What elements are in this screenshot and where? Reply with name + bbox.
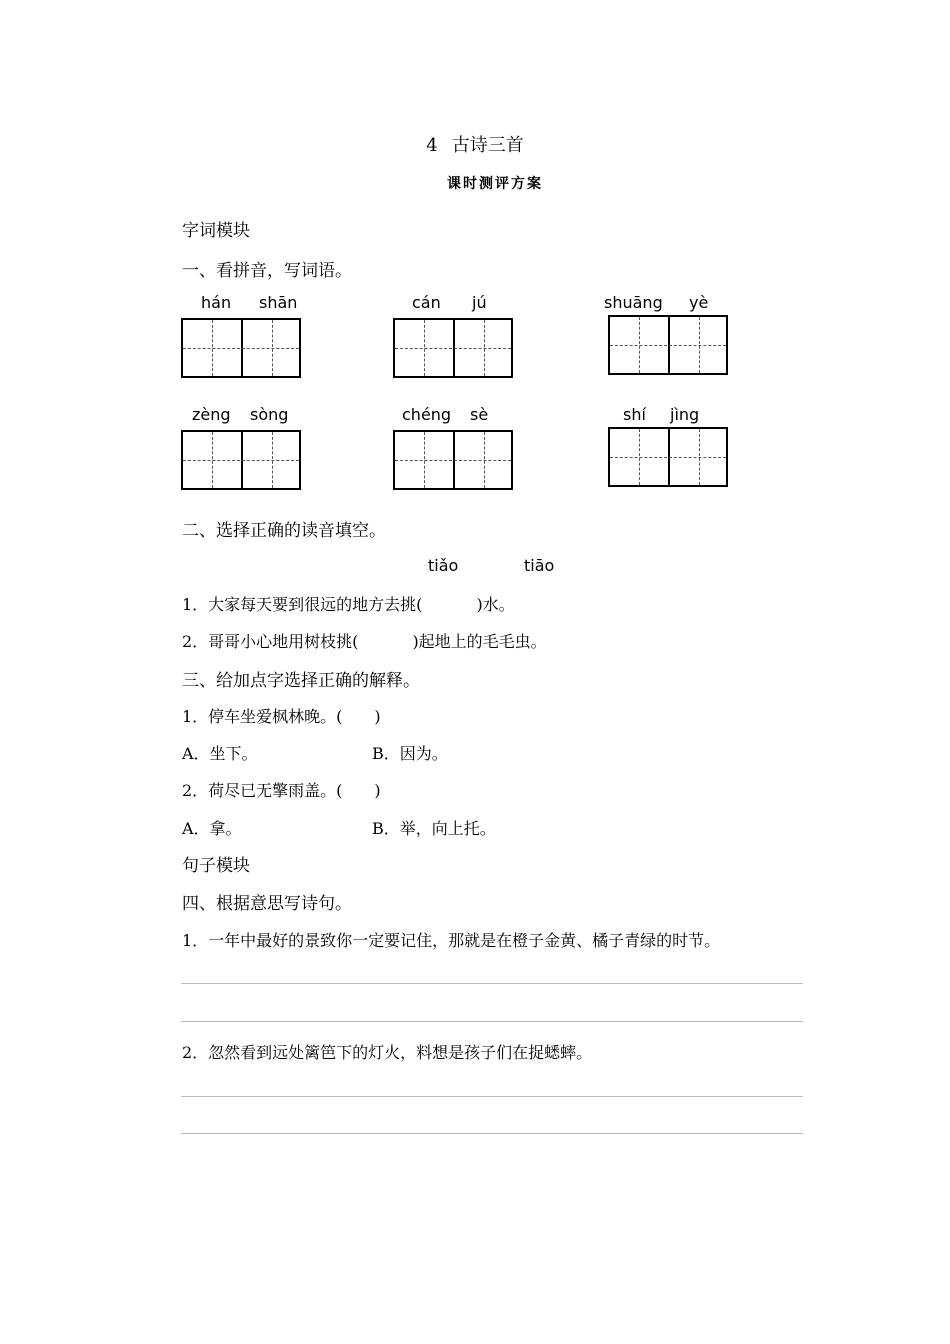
pinyin-option: tiǎo bbox=[428, 556, 459, 575]
q2-sentence-2 bbox=[182, 629, 547, 652]
q3-item-2-option-b: B．举，向上托。 bbox=[372, 819, 496, 838]
answer-line[interactable] bbox=[181, 1021, 803, 1022]
module-sentences-heading: 句子模块 bbox=[182, 856, 250, 876]
pinyin: jìng bbox=[670, 405, 700, 424]
writing-grid[interactable] bbox=[393, 318, 513, 378]
lesson-title: 古诗三首 bbox=[451, 135, 524, 156]
writing-grid[interactable] bbox=[181, 318, 301, 378]
answer-line[interactable] bbox=[181, 1096, 803, 1097]
writing-grid[interactable] bbox=[608, 427, 728, 487]
q2-heading: 二、选择正确的读音填空。 bbox=[182, 521, 386, 541]
pinyin: zèng bbox=[192, 405, 231, 424]
answer-line[interactable] bbox=[181, 983, 803, 984]
pinyin: sè bbox=[470, 405, 489, 424]
q3-item-1-option-a: A．坐下。 bbox=[182, 744, 258, 763]
q3-item-1: 1．停车坐爱枫林晚。( ) bbox=[182, 707, 381, 726]
pinyin: jú bbox=[472, 293, 487, 312]
q3-item-1-option-b: B．因为。 bbox=[372, 744, 448, 763]
q4-item-2: 2．忽然看到远处篱笆下的灯火，料想是孩子们在捉蟋蟀。 bbox=[182, 1043, 593, 1062]
q4-heading: 四、根据意思写诗句。 bbox=[182, 894, 352, 914]
pinyin-option: tiāo bbox=[524, 556, 555, 575]
pinyin: sòng bbox=[250, 405, 289, 424]
page-subtitle: 课时测评方案 bbox=[447, 176, 543, 192]
pinyin: chéng bbox=[402, 405, 452, 424]
pinyin: shuāng bbox=[604, 293, 663, 312]
lesson-number: 4 bbox=[426, 135, 438, 156]
page-title bbox=[0, 131, 950, 157]
sentence-text: 1．大家每天要到很远的地方去挑( bbox=[182, 595, 423, 614]
writing-grid[interactable] bbox=[608, 315, 728, 375]
q2-sentence-1 bbox=[182, 592, 515, 615]
q3-item-2-option-a: A．拿。 bbox=[182, 819, 242, 838]
pinyin: shí bbox=[623, 405, 646, 424]
module-words-heading: 字词模块 bbox=[182, 221, 250, 241]
sentence-text: )起地上的毛毛虫。 bbox=[412, 632, 547, 651]
answer-line[interactable] bbox=[181, 1133, 803, 1134]
q3-item-2: 2．荷尽已无擎雨盖。( ) bbox=[182, 781, 381, 800]
sentence-text: 2．哥哥小心地用树枝挑( bbox=[182, 632, 359, 651]
writing-grid[interactable] bbox=[181, 430, 301, 490]
q4-item-1: 1．一年中最好的景致你一定要记住，那就是在橙子金黄、橘子青绿的时节。 bbox=[182, 931, 721, 950]
q1-heading: 一、看拼音，写词语。 bbox=[182, 261, 352, 281]
pinyin: hán bbox=[201, 293, 232, 312]
pinyin: shān bbox=[259, 293, 298, 312]
writing-grid[interactable] bbox=[393, 430, 513, 490]
pinyin: yè bbox=[689, 293, 709, 312]
pinyin: cán bbox=[412, 293, 441, 312]
sentence-text: )水。 bbox=[476, 595, 515, 614]
q3-heading: 三、给加点字选择正确的解释。 bbox=[182, 671, 420, 691]
